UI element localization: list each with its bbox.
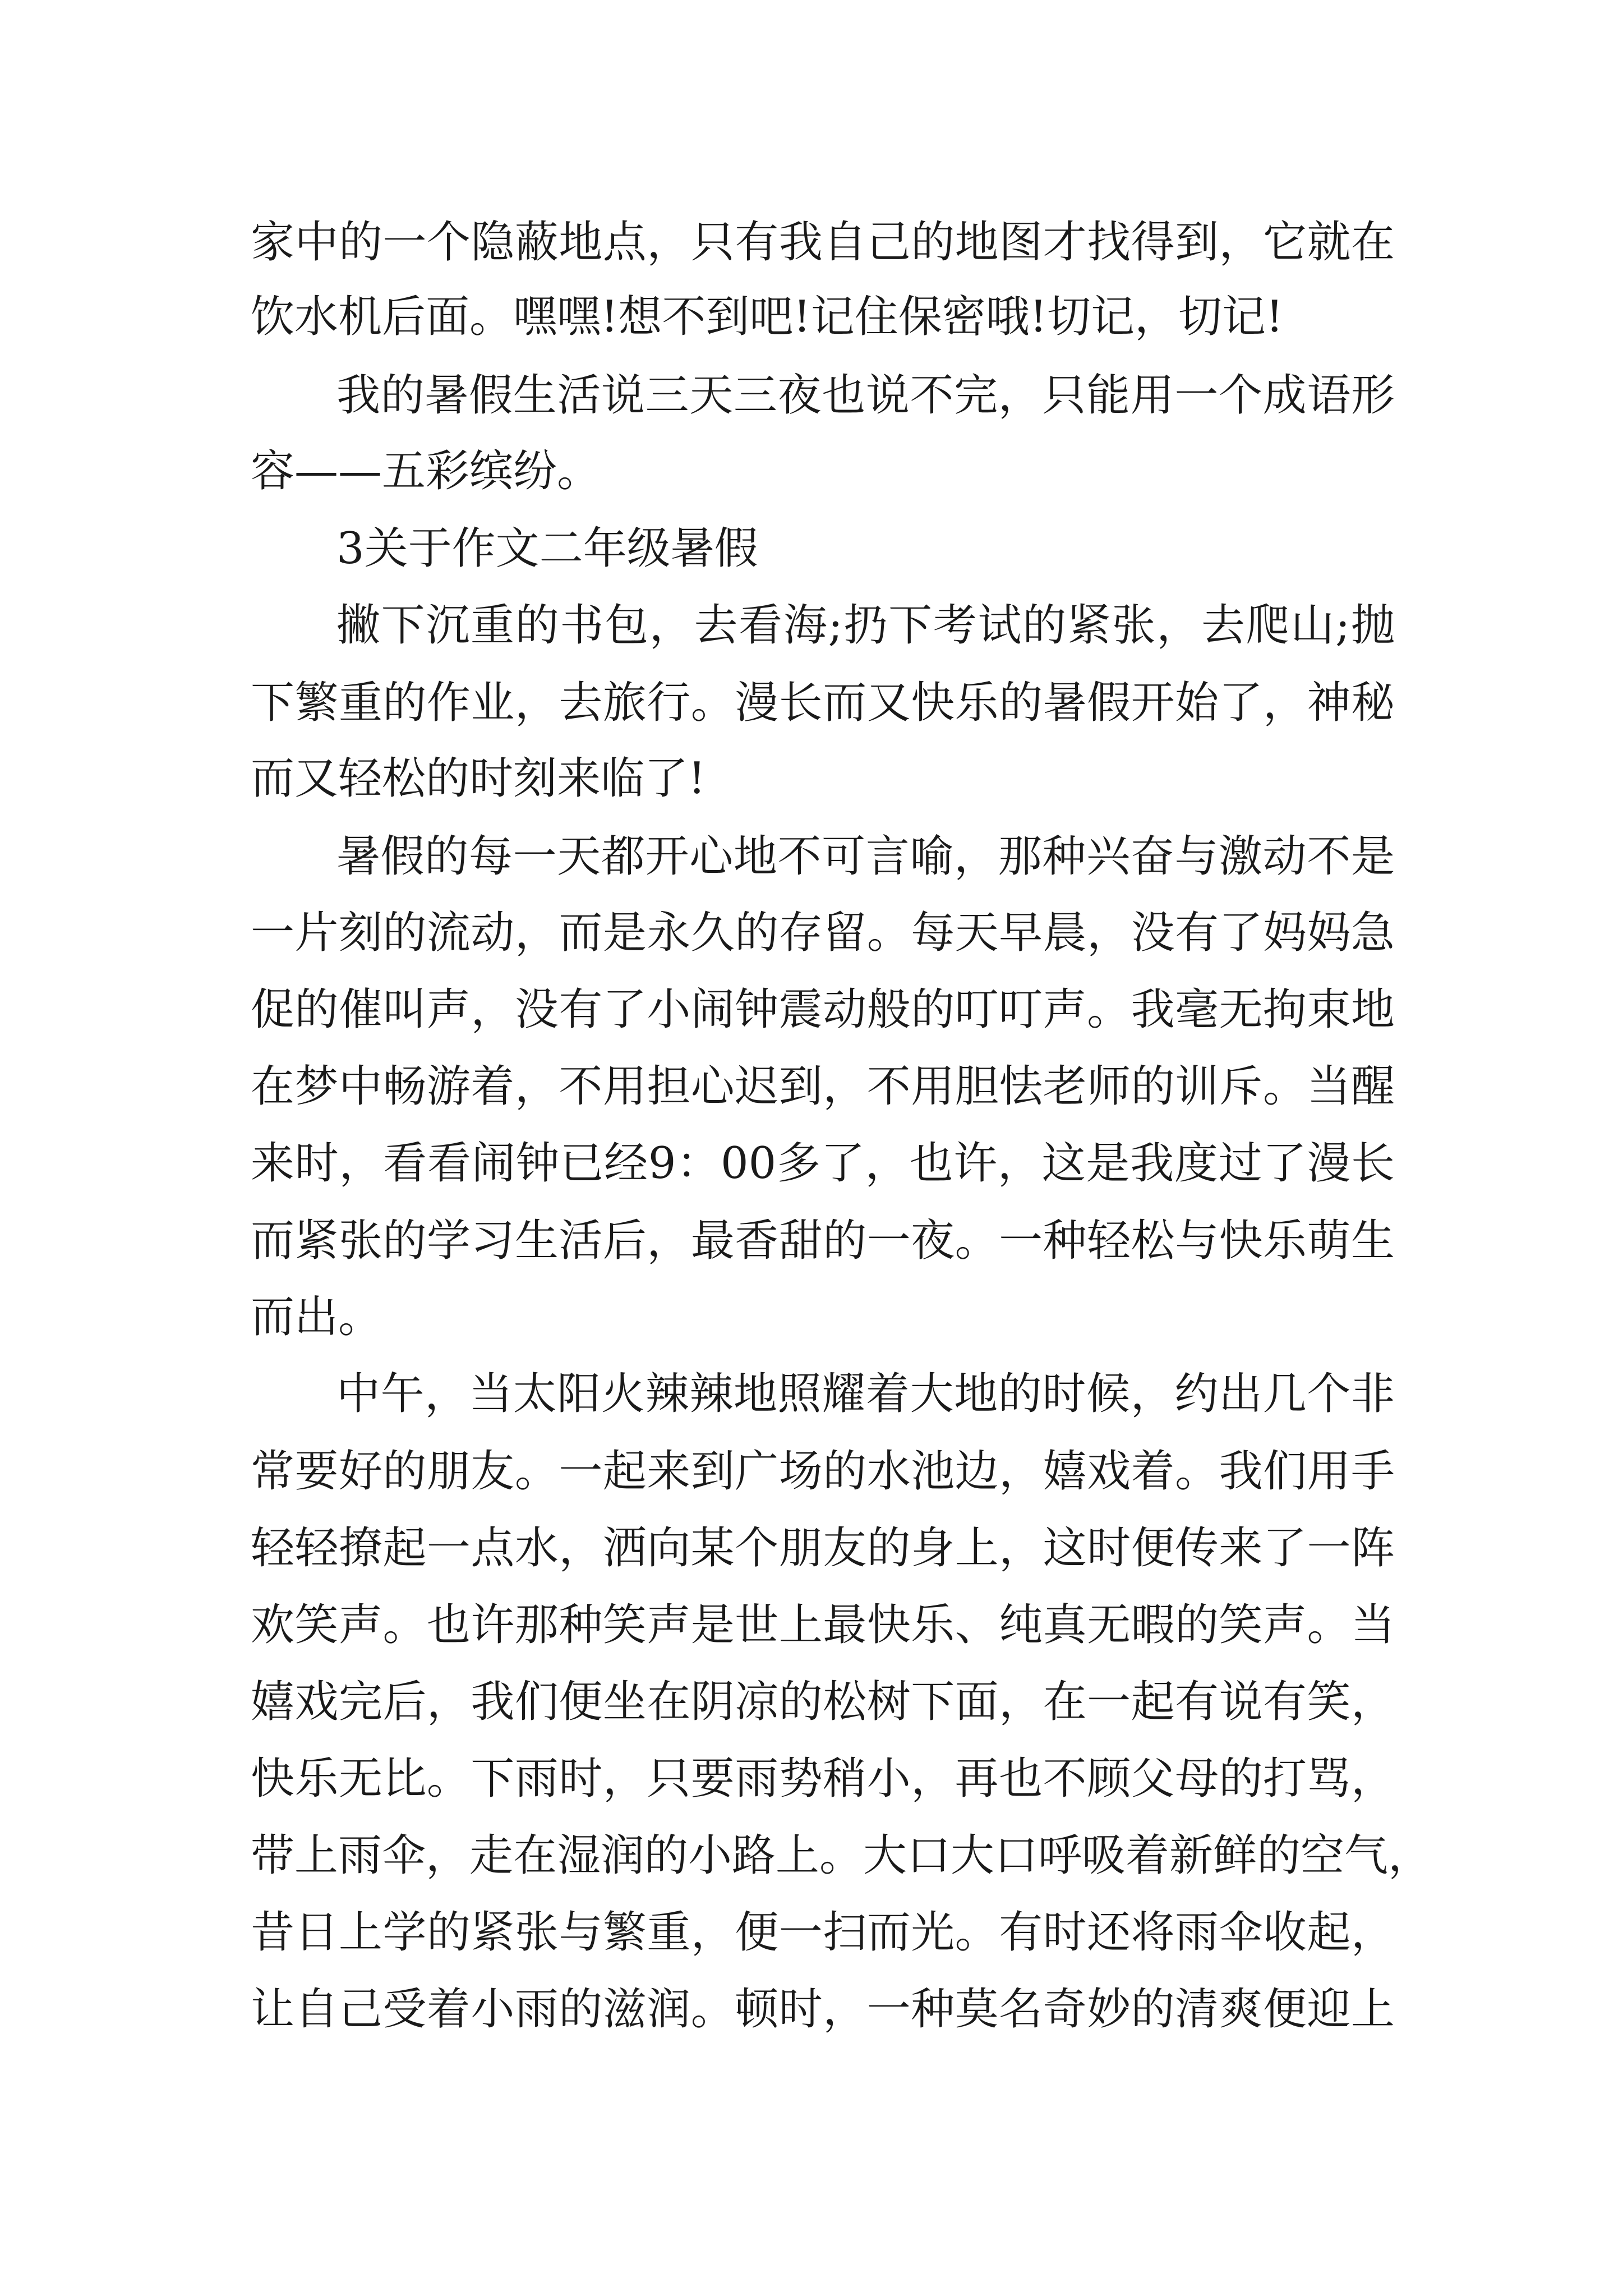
text-line: 中午，当太阳火辣辣地照耀着大地的时候，约出几个非	[336, 1369, 1395, 1419]
text-line: 快乐无比。下雨时，只要雨势稍小，再也不顾父母的打骂，	[251, 1754, 1395, 1804]
text-line: 让自己受着小雨的滋润。顿时，一种莫名奇妙的清爽便迎上	[251, 1984, 1395, 2035]
text-line: 而紧张的学习生活后，最香甜的一夜。一种轻松与快乐萌生	[251, 1216, 1395, 1266]
text-line: 带上雨伞，走在湿润的小路上。大口大口呼吸着新鲜的空气，	[251, 1830, 1432, 1881]
text-line: 家中的一个隐蔽地点，只有我自己的地图才找得到，它就在	[251, 217, 1395, 268]
text-line: 昔日上学的紧张与繁重，便一扫而光。有时还将雨伞收起，	[251, 1907, 1395, 1958]
text-line: 而又轻松的时刻来临了!	[251, 753, 706, 804]
text-line: 而出。	[251, 1292, 382, 1342]
text-line: 欢笑声。也许那种笑声是世上最快乐、纯真无暇的笑声。当	[251, 1600, 1395, 1650]
text-line: 下繁重的作业，去旅行。漫长而又快乐的暑假开始了，神秘	[251, 678, 1395, 728]
text-line: 常要好的朋友。一起来到广场的水池边，嬉戏着。我们用手	[251, 1446, 1395, 1497]
text-line: 饮水机后面。嘿嘿!想不到吧!记住保密哦!切记，切记!	[251, 292, 1284, 342]
text-line: 撇下沉重的书包，去看海;扔下考试的紧张，去爬山;抛	[336, 600, 1395, 651]
text-line: 来时，看看闹钟已经9：00多了，也许，这是我度过了漫长	[251, 1138, 1395, 1189]
text-line: 轻轻撩起一点水，洒向某个朋友的身上，这时便传来了一阵	[251, 1523, 1395, 1573]
text-line: 我的暑假生活说三天三夜也说不完，只能用一个成语形	[336, 370, 1395, 421]
section-heading: 3关于作文二年级暑假	[336, 523, 758, 574]
text-line: 容——五彩缤纷。	[251, 446, 601, 496]
text-line: 暑假的每一天都开心地不可言喻，那种兴奋与激动不是	[336, 831, 1395, 882]
text-line: 一片刻的流动，而是永久的存留。每天早晨，没有了妈妈急	[251, 908, 1395, 958]
text-line: 促的催叫声，没有了小闹钟震动般的叮叮声。我毫无拘束地	[251, 984, 1395, 1035]
text-line: 嬉戏完后，我们便坐在阴凉的松树下面，在一起有说有笑，	[251, 1677, 1395, 1727]
text-line: 在梦中畅游着，不用担心迟到，不用胆怯老师的训斥。当醒	[251, 1061, 1395, 1112]
